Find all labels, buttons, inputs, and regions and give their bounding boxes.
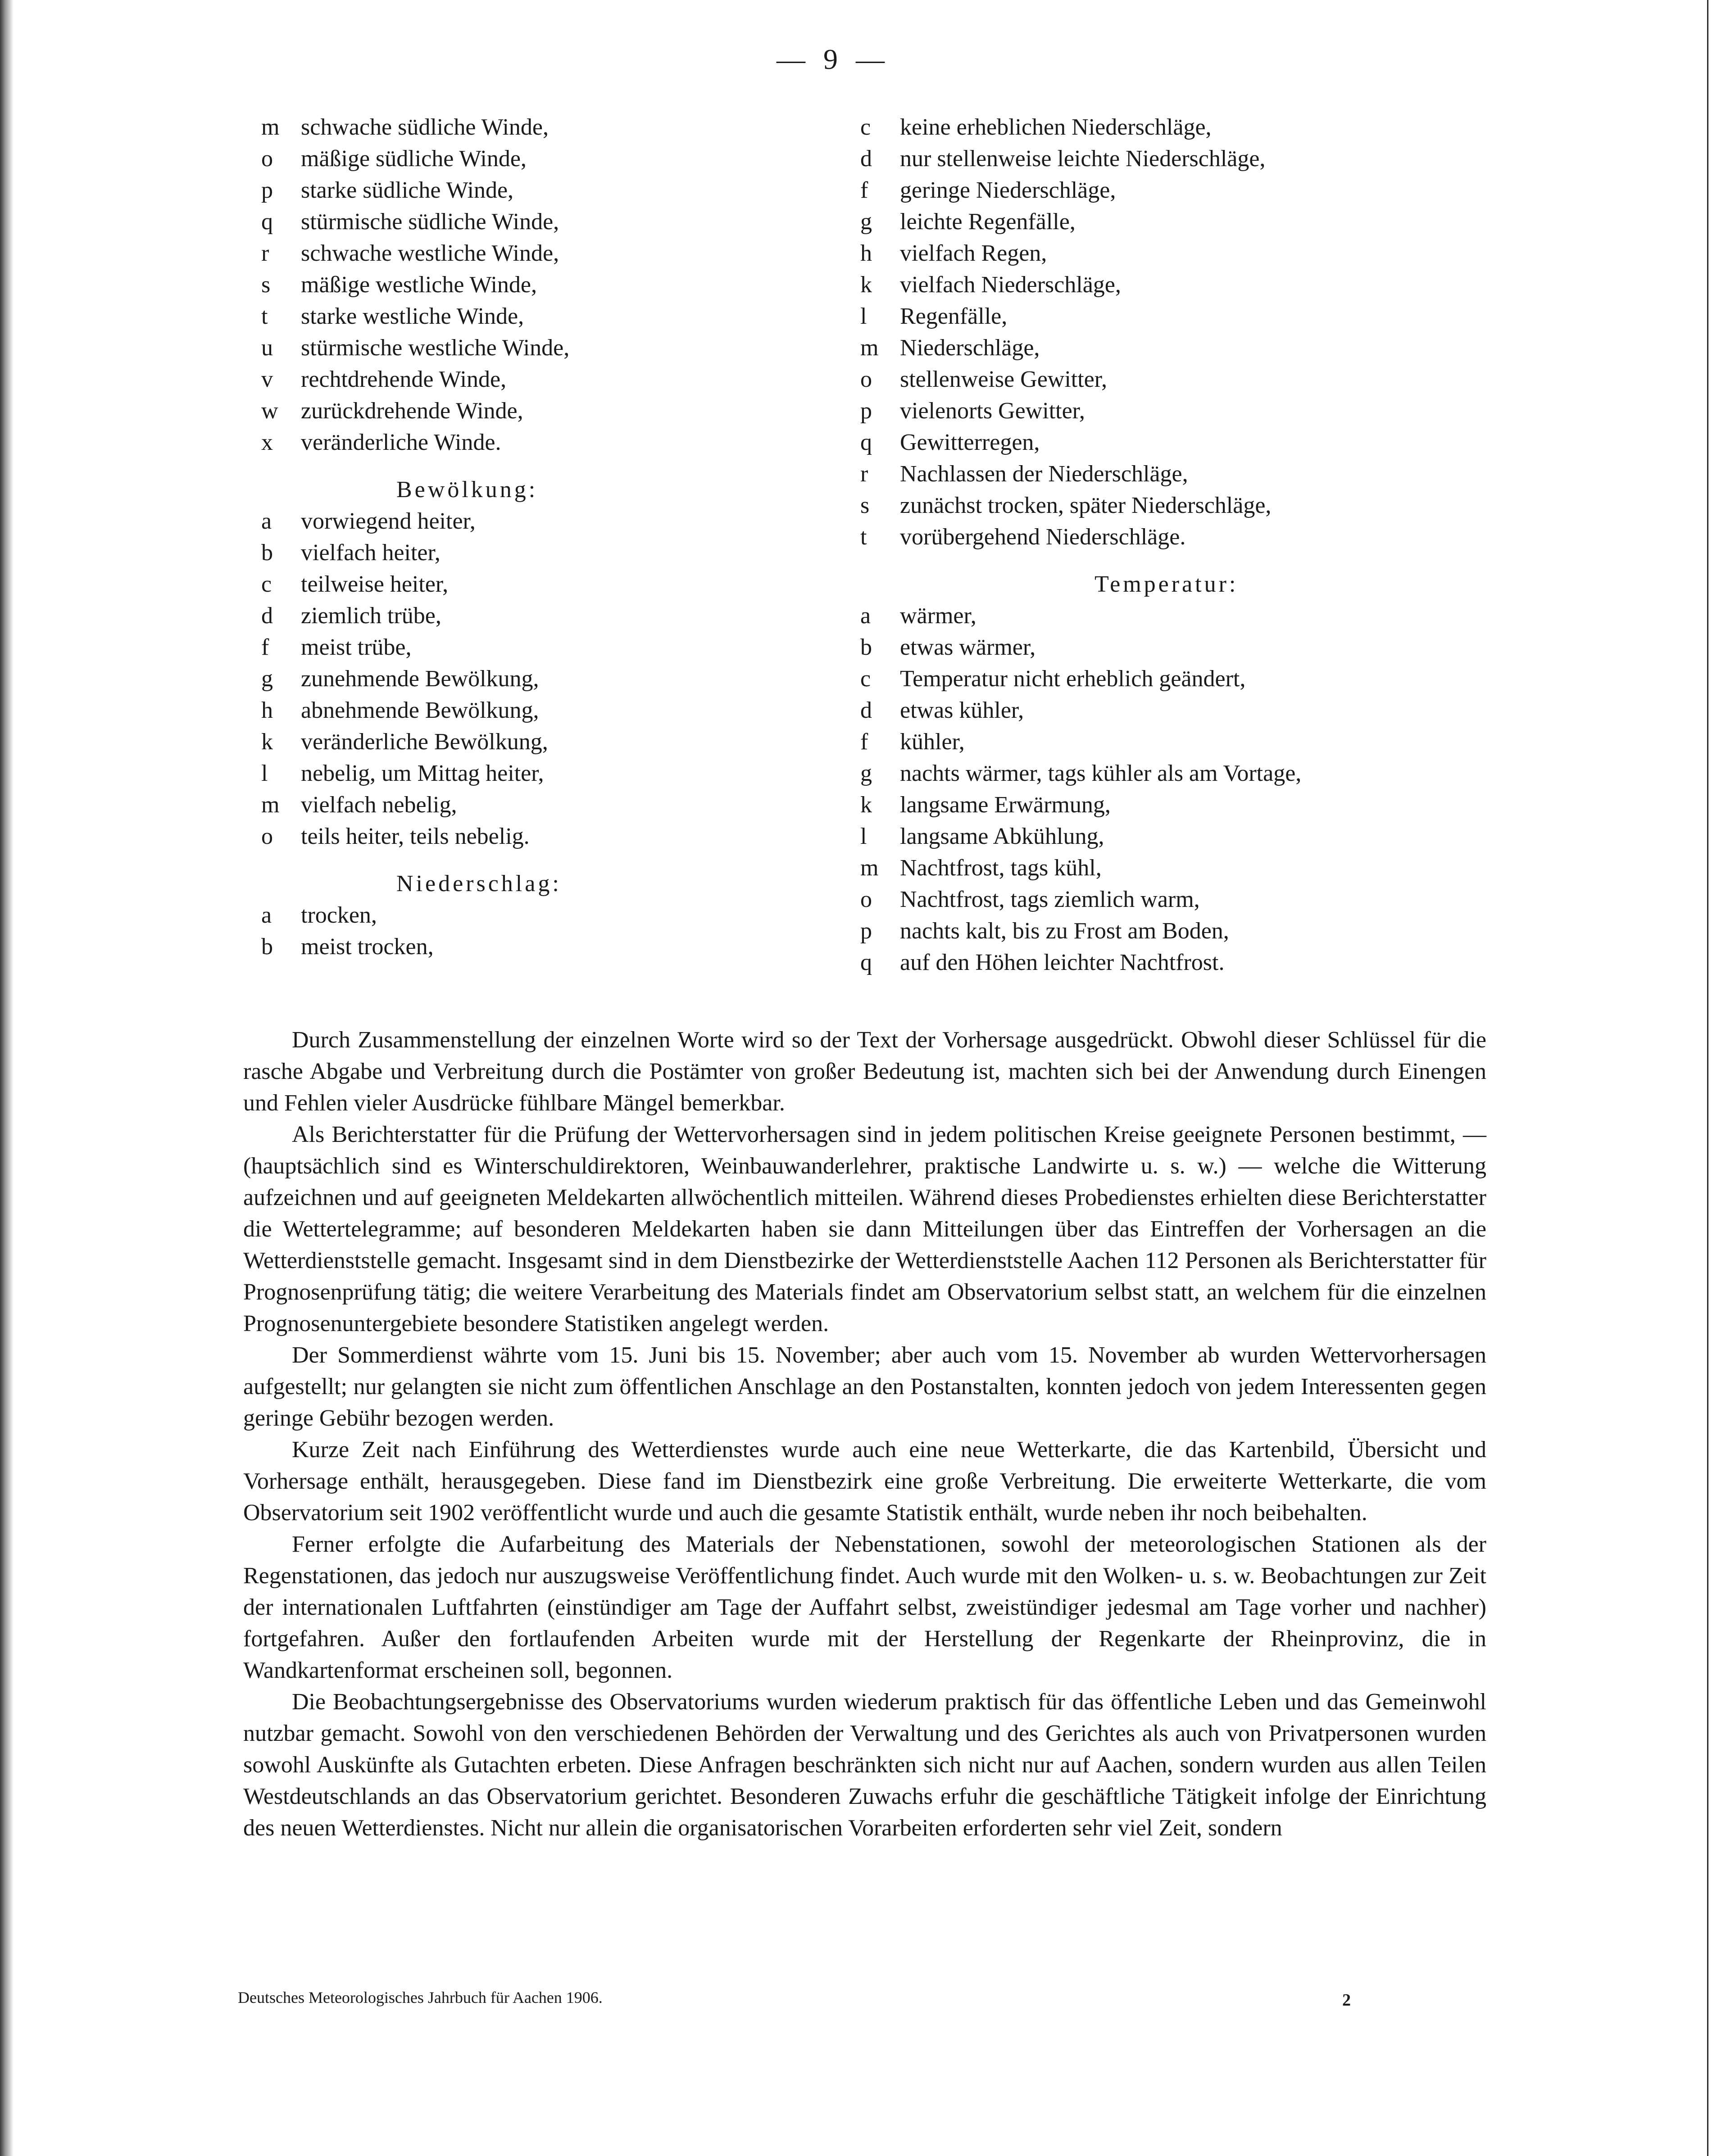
entry-key: t [860, 524, 867, 550]
entry-key: a [860, 603, 871, 629]
paragraph: Der Sommerdienst währte vom 15. Juni bis 15. November; aber auch vom 15. November ab wurden Wettervorhersagen aufgestellt; nur gelangten sie nicht zum öffentlichen Anschlage an den Postanstalten, konnten jedoch von jedem Interessenten gegen geringe Gebühr bezogen werden. [243, 1342, 1486, 1431]
entry-text: veränderliche Winde. [301, 430, 501, 455]
paragraph: Kurze Zeit nach Einführung des Wetterdienstes wurde auch eine neue Wetterkarte, die das Kartenbild, Übersicht und Vorhersage enthält, herausgegeben. Diese fand im Dienstbezirk eine große Verbreitung. Die erweiterte Wetterkarte, die vom Observatorium seit 1902 veröffentlicht wurde und auch die gesamte Statistik enthält, wurde neben ihr noch beibehalten. [243, 1437, 1486, 1526]
bewoelkung-list [261, 506, 829, 852]
entry-text: teilweise heiter, [301, 571, 449, 597]
entry-text: stellenweise Gewitter, [900, 367, 1107, 392]
entry-text: zunehmende Bewölkung, [301, 666, 539, 692]
entry-text: schwache südliche Winde, [301, 114, 549, 140]
entry-key: b [860, 634, 872, 660]
list-item [261, 931, 829, 963]
entry-key: c [860, 666, 871, 692]
list-item [261, 663, 829, 695]
list-item [860, 600, 1491, 632]
entry-text: ziemlich trübe, [301, 603, 441, 629]
entry-key: d [860, 698, 872, 723]
scan-border-line [1707, 0, 1708, 2156]
list-item [261, 537, 829, 569]
entry-text: Nachtfrost, tags kühl, [900, 855, 1102, 881]
entry-text: stürmische südliche Winde, [301, 209, 559, 235]
list-item [860, 364, 1491, 395]
entry-key: k [261, 729, 273, 755]
entry-text: etwas kühler, [900, 698, 1024, 723]
entry-key: k [860, 272, 872, 298]
list-item [261, 427, 829, 458]
footer-signature-mark: 2 [1342, 1991, 1351, 2010]
entry-text: keine erheblichen Niederschläge, [900, 114, 1212, 140]
entry-key: q [860, 430, 872, 455]
entry-key: l [261, 761, 268, 786]
list-item [860, 112, 1491, 143]
entry-key: q [261, 209, 273, 235]
entry-text: vielenorts Gewitter, [900, 398, 1085, 424]
entry-text: schwache westliche Winde, [301, 240, 559, 266]
list-item [860, 143, 1491, 175]
entry-text: Temperatur nicht erheblich geändert, [900, 666, 1246, 692]
entry-text: meist trübe, [301, 634, 412, 660]
entry-text: nachts wärmer, tags kühler als am Vortage, [900, 761, 1302, 786]
entry-key: m [860, 335, 879, 361]
list-item [261, 364, 829, 395]
entry-text: Nachtfrost, tags ziemlich warm, [900, 887, 1200, 912]
scan-edge-shadow [0, 0, 14, 2156]
paragraph: Durch Zusammenstellung der einzelnen Worte wird so der Text der Vorhersage ausgedrückt. Obwohl dieser Schlüssel für die rasche Abgabe und Verbreitung durch die Postämter von großer Bedeutung ist, machten sich bei der Anwendung durch Einengen und Fehlen vieler Ausdrücke fühlbare Mängel bemerkbar. [243, 1027, 1486, 1116]
entry-key: o [860, 367, 872, 392]
right-column [860, 112, 1491, 978]
entry-text: etwas wärmer, [900, 634, 1036, 660]
entry-key: a [261, 902, 272, 928]
list-item [860, 695, 1491, 726]
list-item [261, 301, 829, 332]
body-text [243, 1024, 1486, 1844]
list-item [860, 884, 1491, 915]
entry-key: d [261, 603, 273, 629]
entry-text: mäßige südliche Winde, [301, 146, 527, 172]
entry-key: f [860, 177, 868, 203]
entry-key: b [261, 540, 273, 566]
paragraph: Die Beobachtungsergebnisse des Observatoriums wurden wiederum praktisch für das öffentliche Leben und das Gemeinwohl nutzbar gemacht. Sowohl von den verschiedenen Behörden der Verwaltung und des Gerichtes als auch von Privatpersonen wurden sowohl Auskünfte als Gutachten erbeten. Diese Anfragen beschränkten sich nicht nur auf Aachen, sondern wurden aus allen Teilen Westdeutschlands an das Observatorium gerichtet. Besonderen Zuwachs erfuhr die geschäftliche Tätigkeit infolge der Einrichtung des neuen Wetterdienstes. Nicht nur allein die organisatorischen Vorarbeiten erforderten sehr viel Zeit, sondern [243, 1689, 1486, 1841]
list-item [261, 569, 829, 600]
list-item [860, 758, 1491, 789]
paragraph: Ferner erfolgte die Aufarbeitung des Materials der Nebenstationen, sowohl der meteorologischen Stationen als der Regenstationen, das jedoch nur auszugsweise Veröffentlichung findet. Auch wurde mit den Wolken- u. s. w. Beobachtungen zur Zeit der internationalen Luftfahrten (einstündiger am Tage der Auffahrt selbst, zweistündiger jedesmal am Tage vorher und nachher) fortgefahren. Außer den fortlaufenden Arbeiten wurde mit der Herstellung der Regenkarte der Rheinprovinz, die in Wandkartenformat erscheinen soll, begonnen. [243, 1531, 1486, 1683]
entry-key: m [261, 114, 280, 140]
list-item [261, 789, 829, 821]
entry-key: o [261, 146, 273, 172]
paragraph: Als Berichterstatter für die Prüfung der Wettervorhersagen sind in jedem politischen Kreise geeignete Personen bestimmt, — (hauptsächlich sind es Winterschuldirektoren, Weinbauwanderlehrer, praktische Landwirte u. s. w.) — welche die Witterung aufzeichnen und auf geeigneten Meldekarten allwöchentlich mitteilen. Während dieses Probedienstes erhielten diese Berichterstatter die Wettertelegramme; auf besonderen Meldekarten haben sie dann Mitteilungen über das Eintreffen der Vorhersagen an die Wetterdienststelle gemacht. Insgesamt sind in dem Dienstbezirke der Wetterdienststelle Aachen 112 Personen als Berichterstatter für Prognosenprüfung tätig; die weitere Verarbeitung des Materials findet am Observatorium selbst statt, an welchem für die einzelnen Prognosenuntergebiete besondere Statistiken angelegt werden. [243, 1122, 1486, 1336]
entry-text: nebelig, um Mittag heiter, [301, 761, 544, 786]
entry-text: vielfach nebelig, [301, 792, 457, 818]
entry-key: p [261, 177, 273, 203]
list-item [860, 395, 1491, 427]
list-item [860, 726, 1491, 758]
entry-text: Regenfälle, [900, 303, 1008, 329]
list-item [261, 900, 829, 931]
entry-text: rechtdrehende Winde, [301, 367, 507, 392]
list-item [860, 947, 1491, 978]
list-item [261, 632, 829, 663]
list-item [261, 112, 829, 143]
list-item [860, 269, 1491, 301]
page-number: — 9 — [777, 43, 890, 75]
entry-text: meist trocken, [301, 934, 434, 960]
entry-text: Nachlassen der Niederschläge, [900, 461, 1188, 487]
list-item [860, 427, 1491, 458]
temperatur-heading: Temperatur: [1095, 571, 1239, 597]
entry-key: v [261, 367, 273, 392]
list-item [261, 332, 829, 364]
entry-key: u [261, 335, 273, 361]
entry-key: b [261, 934, 273, 960]
entry-text: geringe Niederschläge, [900, 177, 1116, 203]
entry-text: kühler, [900, 729, 965, 755]
list-item [860, 521, 1491, 553]
entry-key: f [261, 634, 269, 660]
wind-list [261, 112, 829, 458]
list-item [860, 458, 1491, 490]
list-item [860, 206, 1491, 238]
list-item [860, 238, 1491, 269]
list-item [261, 758, 829, 789]
entry-key: m [860, 855, 879, 881]
entry-text: langsame Erwärmung, [900, 792, 1111, 818]
entry-key: r [860, 461, 868, 487]
footer-publication: Deutsches Meteorologisches Jahrbuch für Aachen 1906. [238, 1988, 603, 2007]
list-item [860, 632, 1491, 663]
entry-key: l [860, 824, 867, 849]
list-item [860, 663, 1491, 695]
entry-text: Niederschläge, [900, 335, 1040, 361]
entry-text: vielfach heiter, [301, 540, 441, 566]
entry-key: p [860, 918, 872, 944]
entry-key: h [261, 698, 273, 723]
entry-text: vielfach Regen, [900, 240, 1047, 266]
list-item [860, 175, 1491, 206]
entry-text: starke westliche Winde, [301, 303, 524, 329]
entry-key: h [860, 240, 872, 266]
entry-text: langsame Abkühlung, [900, 824, 1104, 849]
entry-key: q [860, 950, 872, 975]
list-item [261, 600, 829, 632]
list-item [860, 821, 1491, 852]
list-item [261, 695, 829, 726]
entry-text: leichte Regenfälle, [900, 209, 1076, 235]
list-item [261, 506, 829, 537]
list-item [860, 852, 1491, 884]
entry-text: nachts kalt, bis zu Frost am Boden, [900, 918, 1229, 944]
list-item [261, 206, 829, 238]
entry-key: c [261, 571, 272, 597]
list-item [261, 143, 829, 175]
entry-text: zurückdrehende Winde, [301, 398, 523, 424]
niederschlag-continued-list [860, 112, 1491, 553]
list-item [860, 915, 1491, 947]
entry-key: g [860, 209, 872, 235]
list-item [860, 490, 1491, 521]
niederschlag-heading: Niederschlag: [396, 871, 562, 897]
entry-key: f [860, 729, 868, 755]
entry-text: mäßige westliche Winde, [301, 272, 537, 298]
list-item [261, 821, 829, 852]
entry-key: d [860, 146, 872, 172]
entry-text: wärmer, [900, 603, 977, 629]
list-item [261, 175, 829, 206]
entry-text: auf den Höhen leichter Nachtfrost. [900, 950, 1225, 975]
list-item [860, 332, 1491, 364]
entry-text: Gewitterregen, [900, 430, 1040, 455]
entry-key: t [261, 303, 268, 329]
niederschlag-list [261, 900, 829, 963]
list-item [860, 301, 1491, 332]
entry-text: veränderliche Bewölkung, [301, 729, 548, 755]
entry-key: g [261, 666, 273, 692]
entry-text: nur stellenweise leichte Niederschläge, [900, 146, 1266, 172]
entry-text: trocken, [301, 902, 377, 928]
entry-text: vielfach Niederschläge, [900, 272, 1121, 298]
list-item [261, 726, 829, 758]
entry-text: abnehmende Bewölkung, [301, 698, 539, 723]
entry-key: o [860, 887, 872, 912]
entry-key: x [261, 430, 273, 455]
entry-key: s [860, 493, 870, 518]
entry-key: k [860, 792, 872, 818]
entry-text: stürmische westliche Winde, [301, 335, 570, 361]
entry-text: vorwiegend heiter, [301, 508, 476, 534]
entry-key: s [261, 272, 271, 298]
list-item [261, 269, 829, 301]
entry-text: starke südliche Winde, [301, 177, 514, 203]
bewoelkung-heading: Bewölkung: [396, 477, 538, 503]
list-item [261, 395, 829, 427]
left-column [261, 112, 829, 963]
entry-key: l [860, 303, 867, 329]
entry-key: w [261, 398, 278, 424]
entry-key: c [860, 114, 871, 140]
entry-key: p [860, 398, 872, 424]
entry-text: teils heiter, teils nebelig. [301, 824, 530, 849]
entry-key: m [261, 792, 280, 818]
entry-key: o [261, 824, 273, 849]
list-item [261, 238, 829, 269]
entry-key: g [860, 761, 872, 786]
entry-text: vorübergehend Niederschläge. [900, 524, 1186, 550]
entry-text: zunächst trocken, später Niederschläge, [900, 493, 1272, 518]
entry-key: r [261, 240, 269, 266]
entry-key: a [261, 508, 272, 534]
temperatur-list [860, 600, 1491, 978]
list-item [860, 789, 1491, 821]
